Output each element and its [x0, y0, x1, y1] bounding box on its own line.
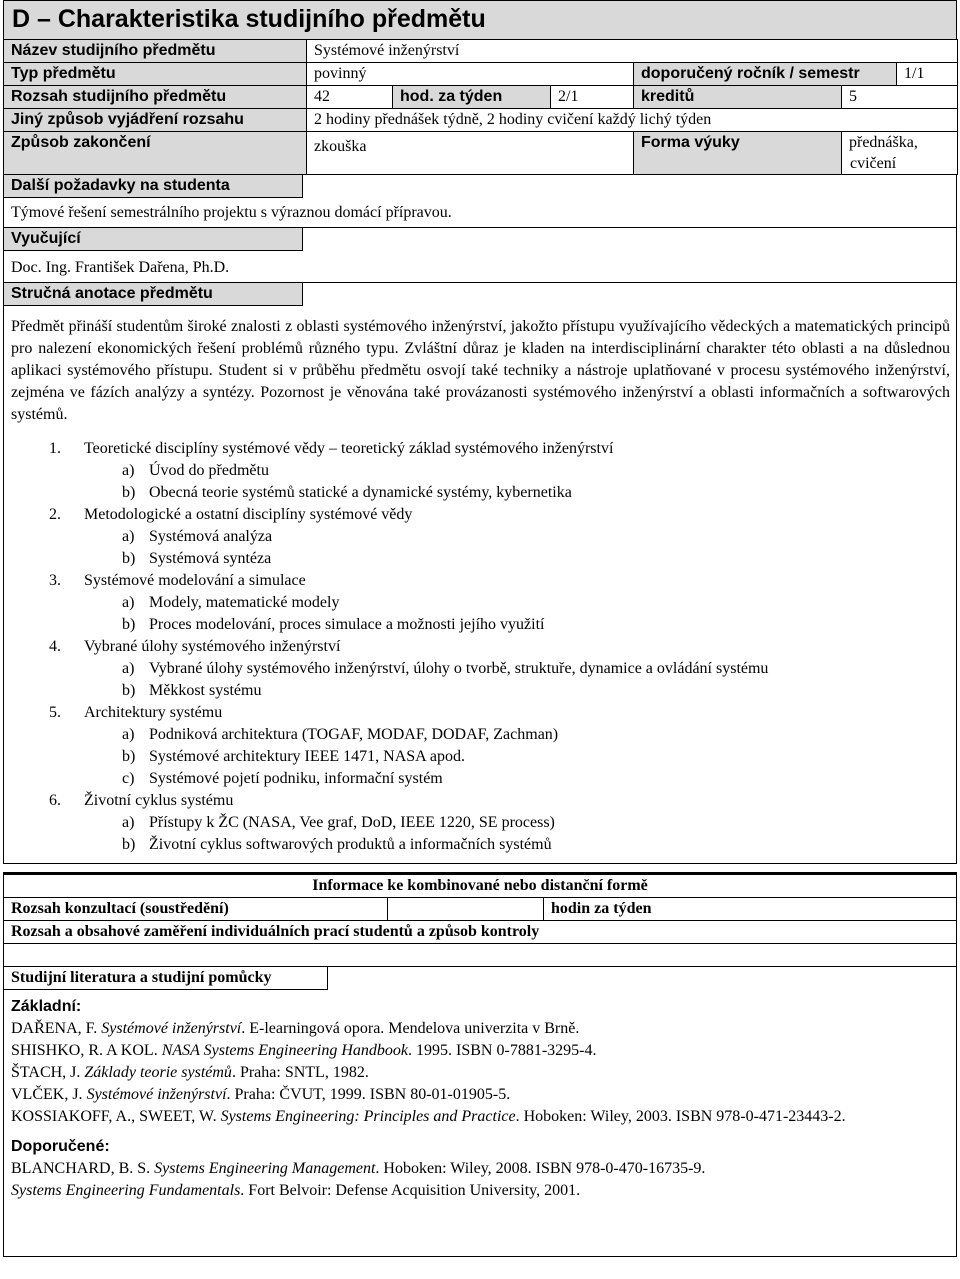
- outline-sub-text: Systémové pojetí podniku, informační systém: [149, 770, 443, 787]
- pozadavky-section: [3, 175, 957, 228]
- reference-title: Systems Engineering Fundamentals: [11, 1182, 241, 1199]
- outline-subitem: [49, 526, 956, 548]
- reference-entry: [11, 1180, 949, 1202]
- hod-label: hod. za týden: [393, 86, 551, 109]
- rozsah-label: Rozsah studijního předmětu: [4, 86, 307, 109]
- reference-entry: [11, 1158, 949, 1180]
- outline-text: Architektury systému: [84, 704, 223, 721]
- outline-number: 4.: [49, 638, 61, 655]
- rocnik-value: 1/1: [897, 63, 958, 86]
- outline-number: 5.: [49, 704, 61, 721]
- outline-subitem: [49, 768, 956, 790]
- literatura-section: [3, 967, 957, 1257]
- outline-number: 6.: [49, 792, 61, 809]
- typ-value: povinný: [307, 63, 634, 86]
- outline-sub-text: Životní cyklus softwarových produktů a informačních systémů: [149, 836, 552, 853]
- outline-subitem: [49, 724, 956, 746]
- outline-sub-text: Systémová syntéza: [149, 550, 272, 567]
- jiny-label: Jiný způsob vyjádření rozsahu: [4, 109, 307, 132]
- literatura-label: Studijní literatura a studijní pomůcky: [4, 967, 328, 990]
- hodin-label: hodin za týden: [551, 900, 652, 917]
- course-sheet: [3, 0, 957, 1257]
- reference-entry: [11, 1084, 949, 1106]
- literatura-list: [4, 990, 956, 1208]
- reference-entry: [11, 1062, 949, 1084]
- outline-sub-text: Modely, matematické modely: [149, 594, 340, 611]
- outline-sub-text: Přístupy k ŽC (NASA, Vee graf, DoD, IEEE 1220, SE process): [149, 814, 555, 831]
- zakladni-list: [11, 1018, 949, 1128]
- obsah-label: Rozsah a obsahové zaměření individuálních prací studentů a způsob kontroly: [4, 920, 956, 943]
- reference-title: Systems Engineering: Principles and Practice: [220, 1108, 516, 1125]
- reference-details: . Praha: ČVUT, 1999. ISBN 80-01-01905-5.: [226, 1086, 511, 1103]
- konzultace-row: [4, 897, 956, 920]
- outline-sub-letter: a): [122, 814, 135, 831]
- outline-subitem: [49, 460, 956, 482]
- outline-sub-letter: b): [122, 836, 136, 853]
- vyucujici-section: [3, 228, 957, 283]
- reference-author: ŠTACH, J.: [11, 1064, 85, 1081]
- outline-sub-letter: a): [122, 660, 135, 677]
- page-title: D – Charakteristika studijního předmětu: [12, 5, 486, 33]
- title-bar: [3, 0, 957, 39]
- vyucujici-label: Vyučující: [4, 228, 303, 251]
- reference-details: . 1995. ISBN 0-7881-3295-4.: [408, 1042, 597, 1059]
- outline-text: Systémové modelování a simulace: [84, 572, 306, 589]
- rozsah-konzultaci-label: Rozsah konzultací (soustředění): [11, 900, 229, 917]
- reference-author: BLANCHARD, B. S.: [11, 1160, 155, 1177]
- outline-text: Životní cyklus systému: [84, 792, 234, 809]
- outline-sub-letter: b): [122, 682, 136, 699]
- outline-sub-letter: a): [122, 594, 135, 611]
- reference-details: . Praha: SNTL, 1982.: [231, 1064, 369, 1081]
- outline-sub-letter: c): [122, 770, 135, 787]
- pozadavky-label: Další požadavky na studenta: [4, 175, 303, 198]
- outline-number: 1.: [49, 440, 61, 457]
- anotace-text: Předmět přináší studentům široké znalosti z oblasti systémového inženýrství, jakožto přístupu využívajícího vědeckých a matematických principů pro nalezení ekonomických řešení problémů různého typu. Zvláštní důraz je kladen na interdisciplinární charakter této oblasti a na důslednou aplikaci systémového přístupu. Student si v průběhu předmětu osvojí také techniky a nástroje uplatňované v procesu systémového inženýrství, zejména ve fázích analýzy a syntézy. Pozornost je věnována také provázanosti systémového inženýrství a oblasti informačních a softwarových systémů.: [11, 318, 950, 423]
- reference-author: KOSSIAKOFF, A., SWEET, W.: [11, 1108, 221, 1125]
- pozadavky-text: Týmové řešení semestrálního projektu s výraznou domácí přípravou.: [11, 204, 452, 221]
- outline-sub-letter: b): [122, 550, 136, 567]
- doporucene-list: [11, 1158, 949, 1202]
- reference-entry: [11, 1106, 949, 1128]
- reference-author: VLČEK, J.: [11, 1086, 87, 1103]
- rozsah-value: 42: [307, 86, 393, 109]
- rozsah-konzultaci-value: [387, 898, 544, 920]
- nazev-label: Název studijního předmětu: [4, 40, 307, 63]
- outline-sub-letter: a): [122, 528, 135, 545]
- reference-details: . Fort Belvoir: Defense Acquisition University, 2001.: [240, 1182, 581, 1199]
- topic-outline: [4, 426, 956, 856]
- reference-title: Základy teorie systémů: [84, 1064, 232, 1081]
- outline-sub-letter: b): [122, 616, 136, 633]
- outline-subitem: [49, 614, 956, 636]
- outline-subitem: [49, 548, 956, 570]
- reference-title: Systémové inženýrství: [86, 1086, 227, 1103]
- reference-author: SHISHKO, R. A KOL.: [11, 1042, 162, 1059]
- hod-value: 2/1: [551, 86, 634, 109]
- course-info-table: [3, 39, 958, 175]
- outline-subitem: [49, 592, 956, 614]
- outline-subitem: [49, 658, 956, 680]
- outline-text: Vybrané úlohy systémového inženýrství: [84, 638, 341, 655]
- reference-details: . Hoboken: Wiley, 2008. ISBN 978-0-470-16735-9.: [375, 1160, 706, 1177]
- reference-title: NASA Systems Engineering Handbook: [161, 1042, 409, 1059]
- forma-value-line2: cvičení: [850, 155, 897, 172]
- outline-item: [49, 636, 956, 658]
- jiny-value: 2 hodiny přednášek týdně, 2 hodiny cvičení každý lichý týden: [307, 109, 958, 132]
- zakonceni-value: zkouška: [307, 132, 634, 175]
- outline-item: [49, 504, 956, 526]
- forma-label: Forma výuky: [634, 132, 842, 175]
- reference-entry: [11, 1018, 949, 1040]
- outline-item: [49, 790, 956, 812]
- forma-value-line1: přednáška,: [849, 134, 918, 151]
- kredit-label: kreditů: [634, 86, 842, 109]
- outline-sub-text: Systémová analýza: [149, 528, 273, 545]
- anotace-section: [3, 283, 957, 864]
- reference-details: . E-learningová opora. Mendelova univerzita v Brně.: [241, 1020, 580, 1037]
- outline-sub-text: Měkkost systému: [149, 682, 262, 699]
- outline-text: Teoretické disciplíny systémové vědy – teoretický základ systémového inženýrství: [84, 440, 614, 457]
- reference-title: Systémové inženýrství: [101, 1020, 242, 1037]
- outline-subitem: [49, 680, 956, 702]
- outline-subitem: [49, 812, 956, 834]
- rocnik-label: doporučený ročník / semestr: [634, 63, 897, 86]
- outline-item: [49, 570, 956, 592]
- vyucujici-text: Doc. Ing. František Dařena, Ph.D.: [11, 259, 230, 276]
- anotace-label: Stručná anotace předmětu: [4, 283, 303, 306]
- outline-sub-text: Podniková architektura (TOGAF, MODAF, DODAF, Zachman): [149, 726, 559, 743]
- forma-value: [842, 132, 958, 175]
- kredit-value: 5: [842, 86, 958, 109]
- reference-details: . Hoboken: Wiley, 2003. ISBN 978-0-471-23443-2.: [515, 1108, 846, 1125]
- outline-sub-letter: b): [122, 748, 136, 765]
- obsah-blank: [4, 943, 956, 966]
- outline-number: 2.: [49, 506, 61, 523]
- doporucene-label: Doporučené:: [11, 1138, 110, 1155]
- nazev-value: Systémové inženýrství: [307, 40, 958, 63]
- outline-text: Metodologické a ostatní disciplíny systémové vědy: [84, 506, 413, 523]
- zakonceni-label: Způsob zakončení: [4, 132, 307, 175]
- reference-author: DAŘENA, F.: [11, 1020, 102, 1037]
- kombinovane-heading: Informace ke kombinované nebo distanční formě: [4, 872, 956, 897]
- outline-subitem: [49, 746, 956, 768]
- outline-sub-text: Proces modelování, proces simulace a možnosti jejího využití: [149, 616, 545, 633]
- outline-subitem: [49, 834, 956, 856]
- outline-item: [49, 702, 956, 724]
- zakladni-label: Základní:: [11, 998, 82, 1015]
- typ-label: Typ předmětu: [4, 63, 307, 86]
- outline-sub-text: Systémové architektury IEEE 1471, NASA apod.: [149, 748, 465, 765]
- outline-sub-text: Vybrané úlohy systémového inženýrství, úlohy o tvorbě, struktuře, dynamice a ovládání systému: [149, 660, 769, 677]
- outline-sub-letter: a): [122, 726, 135, 743]
- outline-number: 3.: [49, 572, 61, 589]
- outline-sub-text: Obecná teorie systémů statické a dynamické systémy, kybernetika: [149, 484, 572, 501]
- reference-title: Systems Engineering Management: [154, 1160, 376, 1177]
- outline-subitem: [49, 482, 956, 504]
- kombinovane-section: [3, 872, 957, 967]
- outline-item: [49, 438, 956, 460]
- reference-entry: [11, 1040, 949, 1062]
- outline-sub-text: Úvod do předmětu: [149, 462, 269, 479]
- outline-sub-letter: b): [122, 484, 136, 501]
- outline-sub-letter: a): [122, 462, 135, 479]
